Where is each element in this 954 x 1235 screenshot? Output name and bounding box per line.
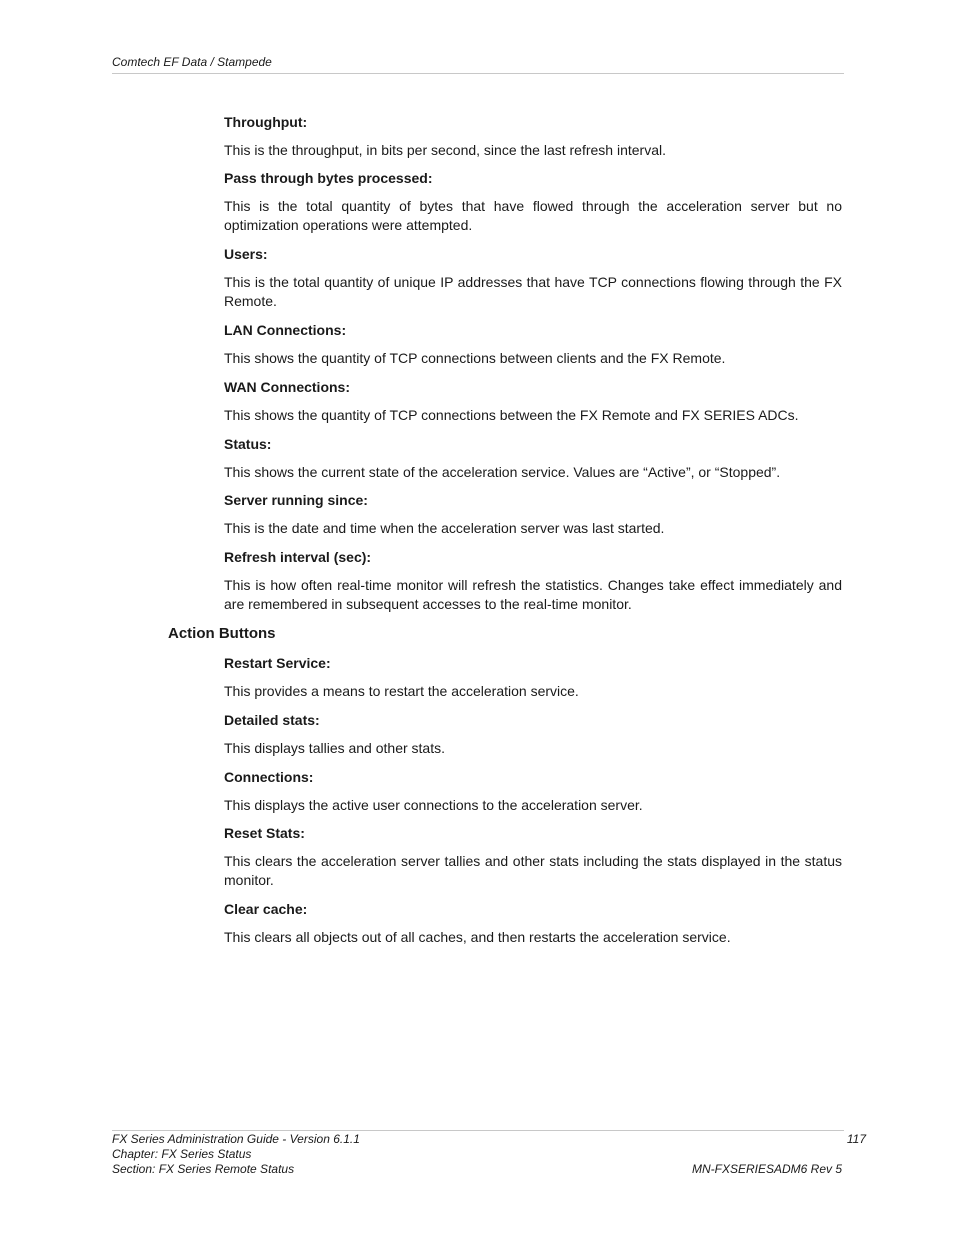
item-description: This provides a means to restart the acceleration service.: [224, 683, 579, 699]
item-title: LAN Connections:: [224, 322, 347, 338]
action-item-restart-service: [224, 654, 842, 701]
footer-row-guide: [112, 1132, 866, 1147]
item-title: Throughput:: [224, 114, 308, 130]
action-item-detailed-stats: [224, 711, 842, 758]
footer-chapter: Chapter: FX Series Status: [112, 1147, 252, 1161]
footer-row-section: [112, 1162, 844, 1177]
action-item-clear-cache: [224, 900, 842, 947]
item-description: This is how often real-time monitor will refresh the statistics. Changes take effect immediately and are remembered in subsequent accesses to the real-time monitor.: [224, 577, 842, 612]
item-title: Refresh interval (sec):: [224, 549, 372, 565]
item-description: This displays tallies and other stats.: [224, 740, 445, 756]
footer-page-number: 117: [846, 1132, 866, 1146]
item-title: Users:: [224, 246, 268, 262]
page-header: [112, 55, 844, 74]
item-title: Connections:: [224, 769, 314, 785]
item-description: This shows the current state of the acceleration service. Values are “Active”, or “Stopped”.: [224, 464, 781, 480]
stat-item-server-running-since: [224, 491, 842, 538]
footer-section: Section: FX Series Remote Status: [112, 1162, 295, 1176]
item-description: This is the total quantity of unique IP addresses that have TCP connections flowing through the FX Remote.: [224, 274, 842, 309]
item-description: This is the total quantity of bytes that have flowed through the acceleration server but no optimization operations were attempted.: [224, 198, 842, 233]
page-footer: [112, 1130, 866, 1177]
stat-item-status: [224, 435, 842, 482]
stat-item-throughput: [224, 113, 842, 160]
stat-item-wan-connections: [224, 378, 842, 425]
item-description: This displays the active user connections to the acceleration server.: [224, 797, 643, 813]
item-title: Detailed stats:: [224, 712, 320, 728]
action-item-connections: [224, 768, 842, 815]
stat-item-lan-connections: [224, 321, 842, 368]
footer-guide-title: FX Series Administration Guide - Version 6.1.1: [112, 1132, 360, 1146]
item-description: This shows the quantity of TCP connections between the FX Remote and FX SERIES ADCs.: [224, 407, 799, 423]
item-title: Server running since:: [224, 492, 368, 508]
item-description: This is the date and time when the acceleration server was last started.: [224, 520, 665, 536]
item-description: This clears the acceleration server tallies and other stats including the stats displayed in the status monitor.: [224, 853, 842, 888]
action-item-reset-stats: [224, 824, 842, 890]
item-title: WAN Connections:: [224, 379, 350, 395]
section-heading-action-buttons: Action Buttons: [168, 625, 276, 642]
item-title: Status:: [224, 436, 272, 452]
item-description: This is the throughput, in bits per second, since the last refresh interval.: [224, 142, 667, 158]
footer-row-chapter: [112, 1147, 844, 1162]
item-title: Clear cache:: [224, 901, 308, 917]
item-title: Pass through bytes processed:: [224, 170, 433, 186]
stat-item-users: [224, 245, 842, 311]
item-title: Restart Service:: [224, 655, 331, 671]
footer-doc-id: MN-FXSERIESADM6 Rev 5: [691, 1162, 842, 1176]
item-description: This shows the quantity of TCP connections between clients and the FX Remote.: [224, 350, 726, 366]
stat-item-refresh-interval: [224, 548, 842, 614]
item-title: Reset Stats:: [224, 825, 305, 841]
stat-item-pass-through-bytes: [224, 169, 842, 235]
item-description: This clears all objects out of all caches, and then restarts the acceleration service.: [224, 929, 731, 945]
header-text: Comtech EF Data / Stampede: [112, 55, 272, 69]
